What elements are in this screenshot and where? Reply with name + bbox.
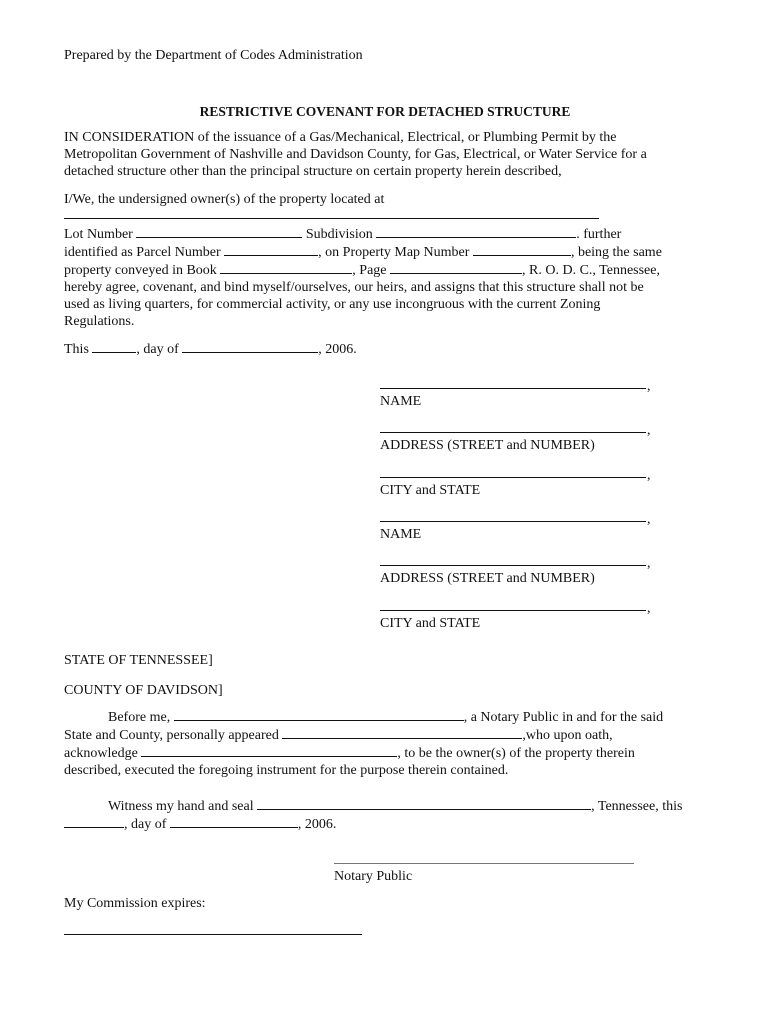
page-field[interactable] — [390, 261, 522, 274]
tennessee-this-text: , Tennessee, this — [591, 799, 683, 814]
owners-of-text: , to be the owner(s) of the property therein — [397, 746, 635, 761]
owner-1-city-label: CITY and STATE — [380, 483, 481, 498]
day-of-label: , day of — [136, 342, 179, 357]
consideration-line-2: Metropolitan Government of Nashville and Davidson County, for Gas, Electrical, or Water Service for a — [64, 147, 647, 162]
witness-location-field[interactable] — [257, 797, 591, 810]
being-same-text: , being the same — [570, 245, 662, 260]
property-map-label: , on Property Map Number — [318, 245, 470, 260]
property-line-6: Regulations. — [64, 314, 135, 329]
parcel-number-label: identified as Parcel Number — [64, 245, 221, 260]
comma: , — [647, 423, 651, 438]
witness-label: Witness my hand and seal — [108, 799, 254, 814]
comma: , — [647, 379, 651, 394]
owner-1-city-line[interactable] — [380, 477, 646, 478]
notary-signature-line[interactable] — [334, 863, 634, 864]
consideration-line-1: IN CONSIDERATION of the issuance of a Gas/Mechanical, Electrical, or Plumbing Permit by the — [64, 130, 617, 145]
property-map-field[interactable] — [473, 243, 571, 256]
covenant-day-field[interactable] — [92, 340, 136, 353]
commission-expires-label: My Commission expires: — [64, 896, 206, 911]
covenant-date-line — [64, 340, 357, 358]
year-label: , 2006. — [318, 342, 357, 357]
county-venue: COUNTY OF DAVIDSON] — [64, 683, 223, 698]
lot-number-label: Lot Number — [64, 227, 133, 242]
comma: , — [647, 601, 651, 616]
witness-year-label: , 2006. — [297, 817, 337, 832]
personally-appeared-label: State and County, personally appeared — [64, 728, 279, 743]
owners-intro: I/We, the undersigned owner(s) of the property located at — [64, 192, 385, 207]
property-paragraph — [64, 225, 714, 330]
notary-public-in-text: , a Notary Public in and for the said — [463, 710, 664, 725]
comma: , — [647, 556, 651, 571]
acknowledge-line — [64, 744, 714, 762]
further-text: . further — [576, 227, 622, 242]
before-me-line — [64, 708, 714, 726]
property-line-5: used as living quarters, for commercial activity, or any use incongruous with the current Zoning — [64, 297, 601, 312]
parcel-number-field[interactable] — [224, 243, 318, 256]
property-location-line[interactable] — [64, 218, 599, 219]
owner-1-name-label: NAME — [380, 394, 422, 409]
owner-2-name-line[interactable] — [380, 521, 646, 522]
notary-public-label: Notary Public — [334, 869, 413, 884]
book-field[interactable] — [220, 261, 352, 274]
witness-date-line — [64, 815, 714, 833]
subdivision-label: Subdivision — [305, 227, 373, 242]
owner-1-address-line[interactable] — [380, 432, 646, 433]
owner-1-name-line[interactable] — [380, 388, 646, 389]
rodc-text: , R. O. D. C., Tennessee, — [522, 263, 660, 278]
covenant-month-field[interactable] — [182, 340, 318, 353]
appeared-person-field[interactable] — [282, 726, 522, 739]
owner-2-address-line[interactable] — [380, 565, 646, 566]
comma: , — [647, 468, 651, 483]
acknowledge-field[interactable] — [141, 744, 397, 757]
witness-month-field[interactable] — [170, 815, 298, 828]
page-label: , Page — [352, 263, 387, 278]
owner-1-address-label: ADDRESS (STREET and NUMBER) — [380, 438, 595, 453]
appeared-line — [64, 726, 714, 744]
witness-day-of-label: , day of — [124, 817, 167, 832]
book-label: property conveyed in Book — [64, 263, 217, 278]
property-line-4: hereby agree, covenant, and bind myself/ourselves, our heirs, and assigns that this structure shall not be — [64, 280, 644, 295]
witness-paragraph — [64, 797, 714, 833]
described-line: described, executed the foregoing instrument for the purpose therein contained. — [64, 763, 509, 778]
who-upon-oath-text: ,who upon oath, — [522, 728, 613, 743]
consideration-line-3: detached structure other than the principal structure on certain property herein described, — [64, 164, 562, 179]
commission-expires-line[interactable] — [64, 934, 362, 935]
this-label: This — [64, 342, 89, 357]
document-title: RESTRICTIVE COVENANT FOR DETACHED STRUCTURE — [199, 104, 571, 119]
notary-paragraph — [64, 708, 714, 779]
before-me-label: Before me, — [108, 710, 171, 725]
owner-2-name-label: NAME — [380, 527, 422, 542]
consideration-paragraph — [64, 129, 714, 180]
witness-line — [64, 797, 714, 815]
prepared-by: Prepared by the Department of Codes Administration — [64, 48, 363, 63]
comma: , — [647, 512, 651, 527]
parcel-map-line — [64, 243, 714, 261]
acknowledge-label: acknowledge — [64, 746, 138, 761]
lot-number-field[interactable] — [136, 225, 302, 238]
state-venue: STATE OF TENNESSEE] — [64, 653, 213, 668]
notary-name-field[interactable] — [174, 708, 464, 721]
witness-day-field[interactable] — [64, 815, 124, 828]
owner-2-address-label: ADDRESS (STREET and NUMBER) — [380, 571, 595, 586]
book-page-line — [64, 261, 714, 279]
owner-2-city-label: CITY and STATE — [380, 616, 481, 631]
lot-subdivision-line — [64, 225, 714, 243]
subdivision-field[interactable] — [376, 225, 576, 238]
owner-2-city-line[interactable] — [380, 610, 646, 611]
